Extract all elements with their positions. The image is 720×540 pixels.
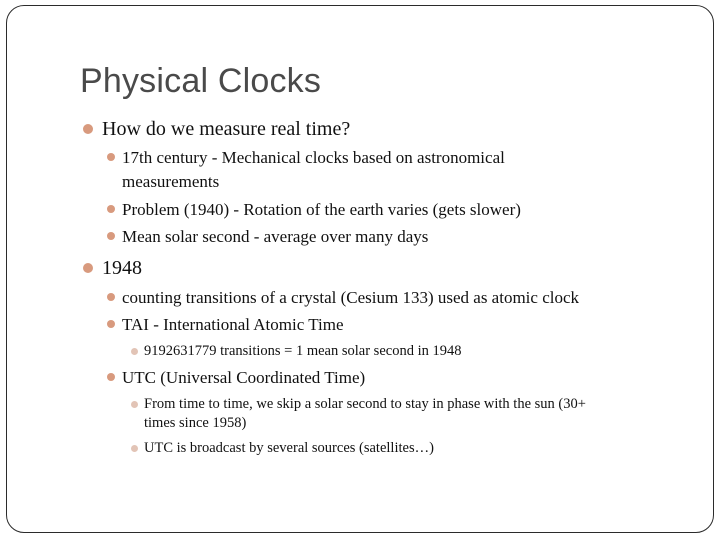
bullet-item-1948: [102, 257, 142, 280]
bullet-item-mean-solar-second: [122, 227, 428, 247]
bullet-text: 9192631779 transitions = 1 mean solar second in 1948: [144, 343, 462, 359]
bullet-icon: [83, 263, 93, 273]
bullet-icon: [83, 124, 93, 134]
bullet-text: measurements: [122, 172, 220, 191]
bullet-item-problem-1940: [122, 200, 521, 220]
bullet-text: counting transitions of a crystal (Cesium 133) used as atomic clock: [122, 288, 580, 307]
bullet-text: UTC is broadcast by several sources (satellites…): [144, 440, 434, 456]
bullet-text: times since 1958): [144, 415, 247, 431]
slide-title: Physical Clocks: [80, 62, 322, 100]
bullet-icon: [107, 205, 115, 213]
bullet-item-17th-century-continued: [122, 172, 219, 192]
bullet-item-skip-solar-second-continued: [144, 415, 246, 432]
bullet-icon: [131, 445, 138, 452]
bullet-text: From time to time, we skip a solar second to stay in phase with the sun (30+: [144, 396, 586, 412]
bullet-text: Mean solar second - average over many days: [122, 227, 429, 246]
bullet-item-17th-century: [122, 148, 505, 168]
bullet-item-utc-broadcast: [144, 440, 434, 457]
bullet-icon: [107, 153, 115, 161]
bullet-item-counting-transitions: [122, 288, 579, 308]
bullet-text: 1948: [102, 257, 142, 279]
bullet-icon: [131, 348, 138, 355]
bullet-icon: [107, 232, 115, 240]
bullet-item-tai: [122, 315, 344, 335]
bullet-item-skip-solar-second: [144, 396, 586, 413]
bullet-text: TAI - International Atomic Time: [122, 315, 344, 334]
bullet-text: UTC (Universal Coordinated Time): [122, 368, 366, 387]
bullet-icon: [107, 373, 115, 381]
bullet-text: 17th century - Mechanical clocks based on astronomical: [122, 148, 505, 167]
bullet-icon: [131, 401, 138, 408]
bullet-icon: [107, 320, 115, 328]
bullet-text: Problem (1940) - Rotation of the earth varies (gets slower): [122, 200, 521, 219]
bullet-text: How do we measure real time?: [102, 118, 351, 140]
bullet-icon: [107, 293, 115, 301]
bullet-item-cesium-transitions: [144, 343, 461, 360]
bullet-item-measure-real-time: [102, 118, 350, 141]
bullet-item-utc: [122, 368, 365, 388]
